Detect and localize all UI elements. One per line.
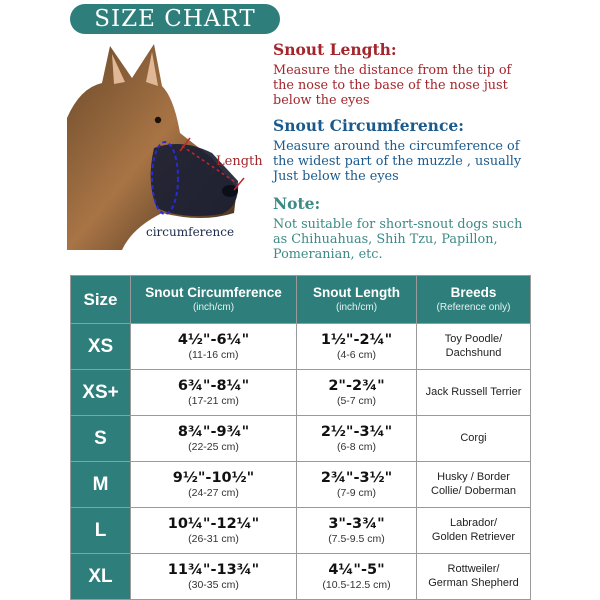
circumference-cell [131, 554, 297, 600]
table-row [71, 370, 531, 416]
circumference-cm: (17-21 cm) [188, 394, 239, 407]
dog-nose [222, 185, 238, 197]
snout-circumference-section [273, 116, 595, 185]
length-inch: 2¾"-3½" [320, 469, 393, 486]
dog-eye [155, 117, 161, 123]
header-breeds-label: Breeds [450, 284, 497, 300]
length-cell [297, 324, 417, 370]
note-section [273, 194, 595, 263]
table-row [71, 462, 531, 508]
size-cell: XS [71, 324, 131, 370]
dog-muzzle-illustration [62, 38, 272, 250]
snout-circumference-heading: Snout Circumference: [273, 116, 464, 135]
breed-line: German Shepherd [428, 576, 519, 589]
size-cell: L [71, 508, 131, 554]
length-cm: (5-7 cm) [336, 394, 377, 407]
circumference-cell [131, 462, 297, 508]
dog-illustration-svg [62, 38, 272, 250]
circumference-inch: 11¾"-13¾" [167, 561, 260, 578]
circumference-inch: 6¾"-8¼" [177, 377, 250, 394]
circumference-inch: 10¼"-12¼" [167, 515, 260, 532]
header-length-unit: (inch/cm) [335, 301, 378, 313]
header-circumference-label: Snout Circumference [145, 284, 282, 300]
text-line: Not suitable for short-snout dogs such [273, 217, 523, 232]
table-row [71, 508, 531, 554]
size-cell: XL [71, 554, 131, 600]
length-cm: (4-6 cm) [336, 348, 377, 361]
breed-line: Jack Russell Terrier [425, 385, 522, 398]
length-inch: 1½"-2¼" [320, 331, 393, 348]
length-cm: (6-8 cm) [336, 440, 377, 453]
text-line: below the eyes [273, 93, 370, 109]
snout-circumference-text [273, 139, 595, 185]
circumference-cm: (24-27 cm) [188, 486, 239, 499]
length-inch: 2"-2¾" [328, 377, 385, 394]
size-chart-table [70, 275, 531, 600]
circumference-inch: 9½"-10½" [172, 469, 255, 486]
header-breeds-sub: (Reference only) [436, 301, 511, 313]
breed-cell [417, 554, 531, 600]
text-line: as Chihuahuas, Shih Tzu, Papillon, [273, 232, 498, 248]
note-text [273, 217, 595, 263]
size-cell: M [71, 462, 131, 508]
breed-line: Collie/ Doberman [431, 484, 516, 497]
breed-cell [417, 416, 531, 462]
length-cell [297, 508, 417, 554]
circumference-cell [131, 416, 297, 462]
length-cell [297, 554, 417, 600]
size-chart-banner: SIZE CHART [70, 4, 280, 34]
breed-cell [417, 324, 531, 370]
note-heading: Note: [273, 194, 321, 213]
header-length [297, 276, 417, 324]
header-length-label: Snout Length [313, 284, 400, 300]
length-cm: (10.5-12.5 cm) [322, 578, 391, 591]
circumference-label: circumference [146, 225, 235, 239]
breed-line: Rottweiler/ [447, 563, 500, 575]
breed-line: Husky / Border [437, 471, 510, 483]
table-row [71, 416, 531, 462]
text-line: Just below the eyes [273, 169, 399, 185]
breed-line: Corgi [460, 431, 487, 444]
text-line: the widest part of the muzzle , usually [273, 154, 522, 170]
circumference-cell [131, 508, 297, 554]
header-circumference [131, 276, 297, 324]
length-cm: (7-9 cm) [336, 486, 377, 499]
snout-length-heading: Snout Length: [273, 40, 397, 59]
length-inch: 3"-3¾" [328, 515, 385, 532]
length-cm: (7.5-9.5 cm) [328, 532, 385, 545]
circumference-cm: (11-16 cm) [188, 348, 239, 361]
circumference-inch: 4½"-6¼" [177, 331, 250, 348]
length-cell [297, 462, 417, 508]
length-inch: 2½"-3¼" [320, 423, 393, 440]
text-line: the nose to the base of the nose just [273, 78, 508, 94]
breed-cell [417, 370, 531, 416]
snout-length-section [273, 40, 595, 109]
circumference-inch: 8¾"-9¾" [177, 423, 250, 440]
circumference-cell [131, 370, 297, 416]
text-line: Pomeranian, etc. [273, 247, 383, 263]
length-cell [297, 370, 417, 416]
size-cell: XS+ [71, 370, 131, 416]
breed-line: Golden Retriever [431, 530, 516, 543]
snout-length-text [273, 63, 595, 109]
length-label: Length [216, 154, 263, 169]
breed-line: Dachshund [445, 346, 502, 359]
text-line: Measure around the circumference of [273, 139, 520, 154]
circumference-cm: (22-25 cm) [188, 440, 239, 453]
circumference-cm: (26-31 cm) [188, 532, 239, 545]
breed-cell [417, 462, 531, 508]
circumference-cell [131, 324, 297, 370]
length-cell [297, 416, 417, 462]
size-cell: S [71, 416, 131, 462]
breed-cell [417, 508, 531, 554]
breed-line: Toy Poodle/ [444, 333, 503, 345]
table-row [71, 324, 531, 370]
circumference-cm: (30-35 cm) [188, 578, 239, 591]
table-header-row [71, 276, 531, 324]
breed-line: Labrador/ [449, 517, 498, 529]
text-line: Measure the distance from the tip of [273, 63, 512, 78]
header-breeds [417, 276, 531, 324]
table-row [71, 554, 531, 600]
header-circumference-unit: (inch/cm) [192, 301, 235, 313]
length-inch: 4¼"-5" [328, 561, 385, 578]
header-size: Size [71, 276, 131, 324]
